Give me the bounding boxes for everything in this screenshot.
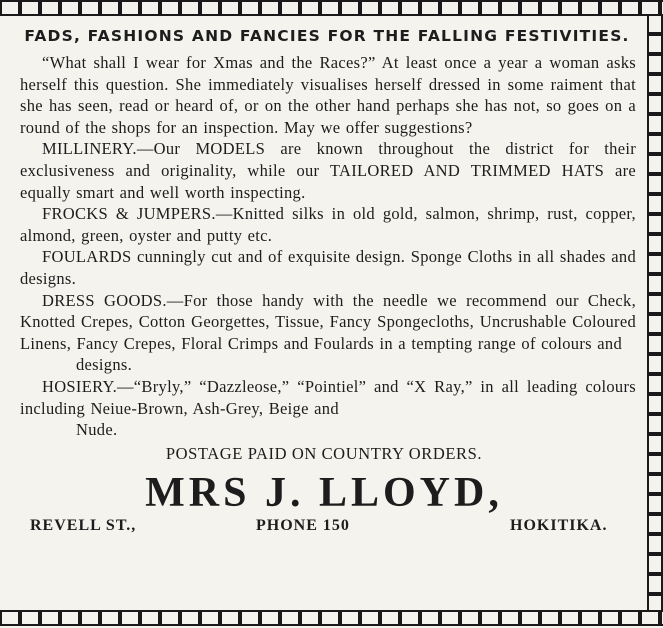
headline: FADS, FASHIONS AND FANCIES FOR THE FALLING FESTIVITIES. xyxy=(24,27,630,45)
footer-phone: PHONE 150 xyxy=(256,516,350,534)
dress-goods-paragraph: DRESS GOODS.—For those handy with the needle we recommend our Check, Knotted Crepes, Cotton Georgettes, Tissue, Fancy Spongecloths, Uncrushable Coloured Linens, Fancy Crepes, Floral Crimps and Foulards in a tempting range of colours and xyxy=(20,290,636,353)
advertiser-name: MRS J. LLOYD, xyxy=(145,469,503,516)
foulards-paragraph: FOULARDS cunningly cut and of exquisite design. Sponge Cloths in all shades and designs. xyxy=(20,247,636,288)
postage-notice: POSTAGE PAID ON COUNTRY ORDERS. xyxy=(165,443,483,463)
footer-town: HOKITIKA. xyxy=(510,516,608,534)
frocks-paragraph: FROCKS & JUMPERS.—Knitted silks in old gold, salmon, shrimp, rust, copper, almond, green, oyster and putty etc. xyxy=(20,204,636,245)
ad-body xyxy=(8,52,640,441)
ad-content xyxy=(8,26,640,539)
footer-street: REVELL ST., xyxy=(30,516,137,534)
intro-paragraph: “What shall I wear for Xmas and the Races?” At least once a year a woman asks herself this question. She immediately visualises herself dressed in some raiment that she has seen, read or heard of, or on the other hand perhaps she has not, so goes on a round of the shops for an inspection. May we offer suggestions? xyxy=(20,53,636,137)
decorative-border-top xyxy=(0,0,663,16)
dress-goods-continuation: designs. xyxy=(76,355,133,375)
decorative-border-bottom xyxy=(0,610,663,626)
millinery-paragraph: MILLINERY.—Our MODELS are known throughout the district for their exclusiveness and originality, while our TAILORED AND TRIMMED HATS are equally smart and well worth inspecting. xyxy=(20,139,636,202)
footer xyxy=(8,517,640,539)
hosiery-paragraph: HOSIERY.—“Bryly,” “Dazzleose,” “Pointiel” and “X Ray,” in all leading colours including Neiue-Brown, Ash-Grey, Beige and xyxy=(20,376,636,418)
hosiery-continuation: Nude. xyxy=(76,420,118,440)
decorative-border-right xyxy=(647,14,663,612)
